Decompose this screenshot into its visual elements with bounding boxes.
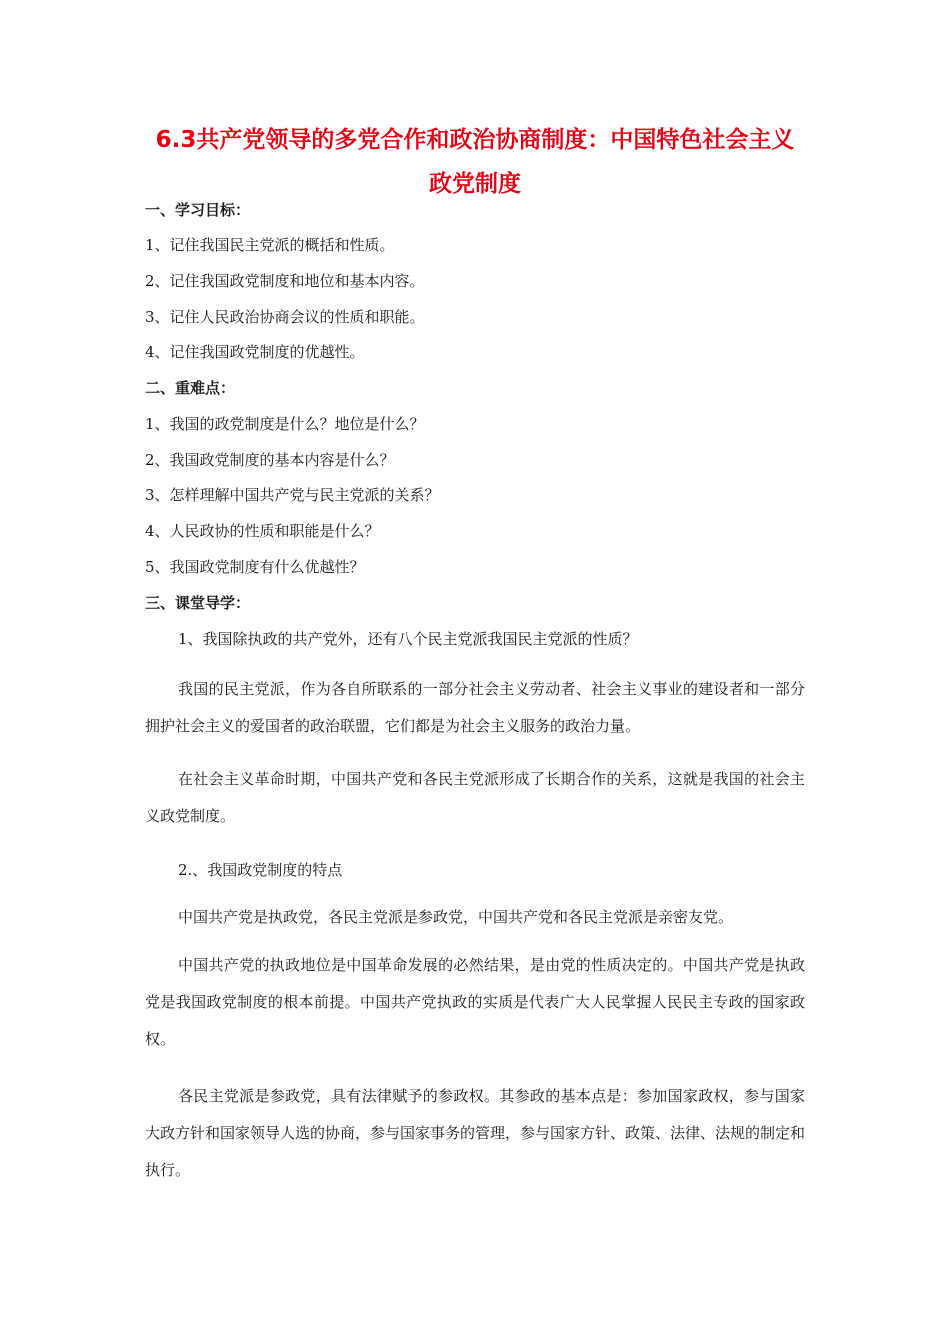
guide-paragraph: 中国共产党是执政党，各民主党派是参政党，中国共产党和各民主党派是亲密友党。 xyxy=(178,908,734,926)
section-heading-key-points: 二、重难点： xyxy=(145,379,236,397)
guide-paragraph: 各民主党派是参政党，具有法律赋予的参政权。其参政的基本点是：参加国家政权，参与国家大政方针和国家领导人选的协商，参与国家事务的管理，参与国家方针、政策、法律、法规的制定和执行。 xyxy=(145,1087,806,1179)
key-point-item: 3、怎样理解中国共产党与民主党派的关系？ xyxy=(145,486,440,504)
goal-item: 2、记住我国政党制度和地位和基本内容。 xyxy=(145,272,425,290)
guide-question-1: 1、我国除执政的共产党外，还有八个民主党派我国民主党派的性质？ xyxy=(178,630,638,648)
key-point-item: 2、我国政党制度的基本内容是什么？ xyxy=(145,451,395,469)
guide-paragraph: 中国共产党的执政地位是中国革命发展的必然结果，是由党的性质决定的。中国共产党是执政党是我国政党制度的根本前提。中国共产党执政的实质是代表广大人民掌握人民民主专政的国家政权。 xyxy=(145,956,805,1048)
key-point-item: 5、我国政党制度有什么优越性？ xyxy=(145,558,365,576)
section-heading-goals: 一、学习目标： xyxy=(145,201,251,219)
key-point-item: 4、人民政协的性质和职能是什么？ xyxy=(145,522,380,540)
key-point-item: 1、我国的政党制度是什么？地位是什么？ xyxy=(145,415,425,433)
document-title: 6.3共产党领导的多党合作和政治协商制度：中国特色社会主义政党制度 xyxy=(155,127,795,197)
goal-item: 4、记住我国政党制度的优越性。 xyxy=(145,343,365,361)
guide-question-2: 2.、我国政党制度的特点 xyxy=(178,861,343,879)
section-heading-guide: 三、课堂导学： xyxy=(145,594,251,612)
goal-item: 3、记住人民政治协商会议的性质和职能。 xyxy=(145,308,425,326)
guide-paragraph: 我国的民主党派，作为各自所联系的一部分社会主义劳动者、社会主义事业的建设者和一部分拥护社会主义的爱国者的政治联盟，它们都是为社会主义服务的政治力量。 xyxy=(145,680,805,735)
guide-paragraph: 在社会主义革命时期，中国共产党和各民主党派形成了长期合作的关系，这就是我国的社会主义政党制度。 xyxy=(145,770,805,825)
goal-item: 1、记住我国民主党派的概括和性质。 xyxy=(145,236,395,254)
